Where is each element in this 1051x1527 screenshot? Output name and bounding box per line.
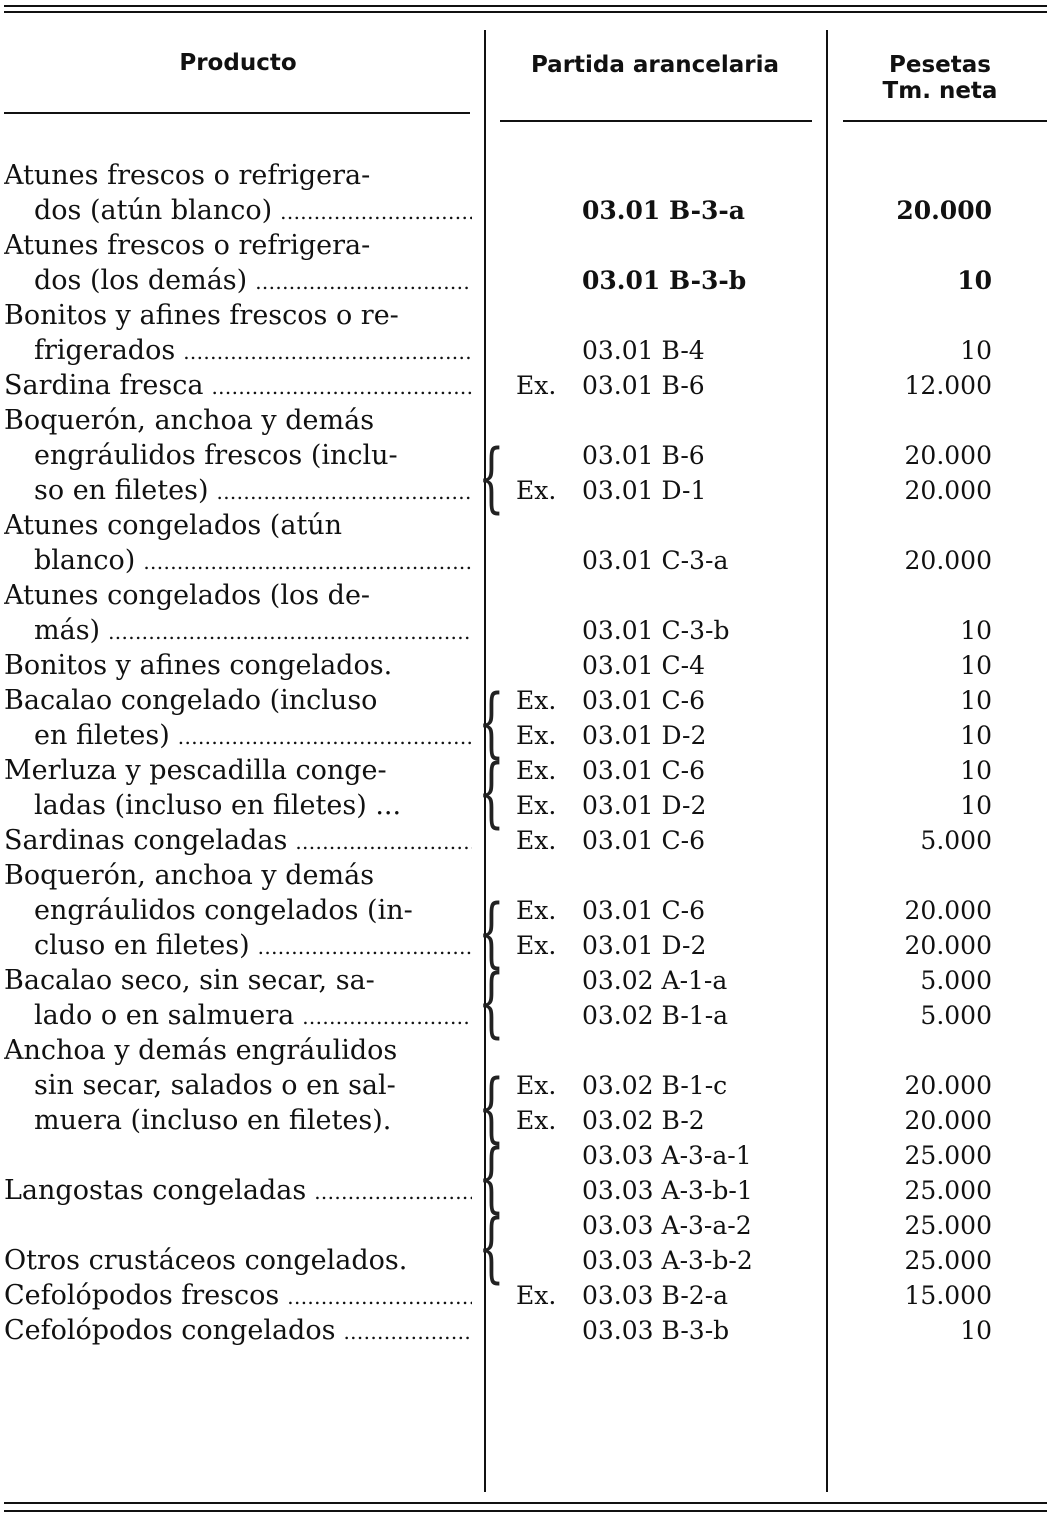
code-line xyxy=(516,1278,806,1313)
product-line xyxy=(4,438,472,473)
code-line xyxy=(516,1138,806,1173)
ex-prefix: Ex. xyxy=(516,371,557,400)
leader-dots xyxy=(295,823,472,860)
peseta-value: 10 xyxy=(960,336,992,365)
product-text: Bacalao congelado (incluso xyxy=(4,685,378,716)
peseta-value: 10 xyxy=(960,721,992,750)
product-line xyxy=(4,963,472,998)
peseta-value: 10 xyxy=(960,791,992,820)
product-line xyxy=(4,998,472,1035)
code-cell xyxy=(516,1208,806,1278)
table-row xyxy=(0,648,1051,683)
value-cell xyxy=(860,368,992,403)
code-line xyxy=(516,473,806,508)
value-cell xyxy=(860,1313,992,1348)
header-pesetas-line2: Tm. neta xyxy=(882,78,998,105)
leader-dots xyxy=(287,1278,472,1315)
leader-dots xyxy=(211,368,472,405)
product-text: blanco) xyxy=(34,545,136,576)
product-cell xyxy=(4,683,472,755)
product-line xyxy=(4,683,472,718)
product-line xyxy=(4,858,472,893)
product-line xyxy=(4,1278,472,1315)
product-line xyxy=(4,1173,472,1210)
brace-icon: { xyxy=(478,1132,505,1221)
tariff-code: 03.01 D-2 xyxy=(582,721,707,750)
value-cell xyxy=(860,543,992,578)
tariff-code: 03.01 D-2 xyxy=(582,791,707,820)
product-line xyxy=(4,543,472,580)
product-cell xyxy=(4,403,472,510)
code-line xyxy=(516,193,806,228)
ex-prefix: Ex. xyxy=(516,721,557,750)
product-cell xyxy=(4,578,472,650)
product-line xyxy=(4,263,472,300)
product-text: más) xyxy=(34,615,101,646)
product-line xyxy=(4,1033,472,1068)
peseta-value: 10 xyxy=(960,686,992,715)
table-row xyxy=(0,508,1051,578)
peseta-value: 20.000 xyxy=(904,1106,992,1135)
code-line xyxy=(516,543,806,578)
leader-dots xyxy=(178,718,472,755)
product-line xyxy=(4,368,472,405)
leader-dots xyxy=(314,1173,472,1210)
product-text: Merluza y pescadilla conge- xyxy=(4,755,387,786)
header-producto: Producto xyxy=(179,50,297,76)
value-cell xyxy=(860,613,992,648)
product-text: Bonitos y afines congelados. xyxy=(4,650,393,681)
peseta-value: 20.000 xyxy=(904,476,992,505)
product-text: en filetes) xyxy=(34,720,170,751)
leader-dots xyxy=(302,998,472,1035)
code-line xyxy=(516,1313,806,1348)
leader-dots xyxy=(217,473,473,510)
product-line xyxy=(4,298,472,333)
brace-icon: { xyxy=(478,677,505,766)
peseta-value: 5.000 xyxy=(920,966,992,995)
code-line xyxy=(516,928,806,963)
table-row xyxy=(0,1132,1051,1221)
brace-icon: { xyxy=(478,1062,505,1151)
product-cell xyxy=(4,963,472,1035)
product-text: engráulidos congelados (in- xyxy=(34,895,413,926)
product-line xyxy=(4,1103,472,1138)
product-text: sin secar, salados o en sal- xyxy=(34,1070,396,1101)
code-cell xyxy=(516,1068,806,1138)
bottom-rule-2 xyxy=(4,1510,1047,1512)
table-row xyxy=(0,403,1051,521)
code-cell xyxy=(516,613,806,648)
product-text: Bonitos y afines frescos o re- xyxy=(4,300,399,331)
ex-prefix: Ex. xyxy=(516,476,557,505)
peseta-value: 25.000 xyxy=(904,1211,992,1240)
tariff-code: 03.01 C-6 xyxy=(582,686,705,715)
product-text: dos (atún blanco) xyxy=(34,195,273,226)
product-line xyxy=(4,1068,472,1103)
code-line xyxy=(516,788,806,823)
leader-dots xyxy=(143,543,472,580)
table-row xyxy=(0,823,1051,858)
code-line xyxy=(516,1103,806,1138)
product-cell xyxy=(4,823,472,860)
product-text: dos (los demás) xyxy=(34,265,248,296)
tariff-code: 03.01 C-3-a xyxy=(582,546,729,575)
tariff-code: 03.01 B-4 xyxy=(582,336,705,365)
code-line xyxy=(516,1208,806,1243)
value-cell xyxy=(860,263,992,298)
code-line xyxy=(516,683,806,718)
peseta-value: 20.000 xyxy=(904,931,992,960)
bottom-rule-1 xyxy=(4,1502,1047,1504)
product-line xyxy=(4,718,472,755)
code-line xyxy=(516,1173,806,1208)
product-text: ladas (incluso en filetes) ... xyxy=(34,790,402,821)
code-line xyxy=(516,368,806,403)
tariff-code: 03.01 C-6 xyxy=(582,756,705,785)
product-cell xyxy=(4,858,472,965)
code-cell xyxy=(516,1278,806,1313)
peseta-value: 20.000 xyxy=(904,441,992,470)
table-row xyxy=(0,1278,1051,1313)
header-underline-producto xyxy=(4,112,470,114)
code-cell xyxy=(516,1138,806,1208)
product-line xyxy=(4,1243,472,1278)
ex-prefix: Ex. xyxy=(516,1281,557,1310)
peseta-value: 12.000 xyxy=(904,371,992,400)
value-cell xyxy=(860,683,992,753)
product-text: Atunes frescos o refrigera- xyxy=(4,230,371,261)
table-row xyxy=(0,228,1051,298)
tariff-code: 03.02 B-2 xyxy=(582,1106,705,1135)
product-text: lado o en salmuera xyxy=(34,1000,295,1031)
code-line xyxy=(516,438,806,473)
value-cell xyxy=(860,823,992,858)
ex-prefix: Ex. xyxy=(516,931,557,960)
product-text: Langostas congeladas xyxy=(4,1175,307,1206)
value-cell xyxy=(860,1068,992,1138)
tariff-code: 03.03 A-3-b-1 xyxy=(582,1176,753,1205)
code-line xyxy=(516,823,806,858)
peseta-value: 25.000 xyxy=(904,1246,992,1275)
code-cell xyxy=(516,648,806,683)
tariff-code: 03.01 C-4 xyxy=(582,651,705,680)
value-cell xyxy=(860,893,992,963)
ex-prefix: Ex. xyxy=(516,756,557,785)
peseta-value: 25.000 xyxy=(904,1176,992,1205)
table-row xyxy=(0,298,1051,368)
value-cell xyxy=(860,753,992,823)
table-row xyxy=(0,677,1051,766)
leader-dots xyxy=(108,613,472,650)
tariff-code: 03.02 A-1-a xyxy=(582,966,728,995)
product-line xyxy=(4,578,472,613)
product-line xyxy=(4,193,472,230)
ex-prefix: Ex. xyxy=(516,791,557,820)
product-line xyxy=(4,1313,472,1350)
product-line xyxy=(4,753,472,788)
peseta-value: 10 xyxy=(960,1316,992,1345)
product-text: Cefolópodos congelados xyxy=(4,1315,336,1346)
tariff-code: 03.02 B-1-a xyxy=(582,1001,729,1030)
code-cell xyxy=(516,963,806,1033)
peseta-value: 20.000 xyxy=(904,896,992,925)
tariff-code: 03.01 C-3-b xyxy=(582,616,730,645)
leader-dots xyxy=(343,1313,472,1350)
tariff-code: 03.01 D-1 xyxy=(582,476,707,505)
code-line xyxy=(516,963,806,998)
value-cell xyxy=(860,648,992,683)
tariff-code: 03.01 B-6 xyxy=(582,371,705,400)
peseta-value: 5.000 xyxy=(920,1001,992,1030)
ex-prefix: Ex. xyxy=(516,826,557,855)
product-line xyxy=(4,228,472,263)
table-row xyxy=(0,158,1051,228)
peseta-value: 10 xyxy=(957,266,992,295)
product-line xyxy=(4,403,472,438)
product-line xyxy=(4,928,472,965)
code-line xyxy=(516,613,806,648)
peseta-value: 25.000 xyxy=(904,1141,992,1170)
product-text: Sardina fresca xyxy=(4,370,204,401)
ex-prefix: Ex. xyxy=(516,686,557,715)
brace-icon: { xyxy=(478,887,505,976)
header-partida: Partida arancelaria xyxy=(530,52,780,78)
product-cell xyxy=(4,1278,472,1315)
product-text: Otros crustáceos congelados. xyxy=(4,1245,408,1276)
code-line xyxy=(516,648,806,683)
leader-dots xyxy=(280,193,472,230)
code-cell xyxy=(516,263,806,298)
product-cell xyxy=(4,1033,472,1138)
brace-icon: { xyxy=(478,747,505,836)
product-text: Boquerón, anchoa y demás xyxy=(4,405,375,436)
value-cell xyxy=(860,333,992,368)
product-text: Sardinas congeladas xyxy=(4,825,288,856)
product-text: Atunes congelados (atún xyxy=(4,510,343,541)
leader-dots xyxy=(183,333,472,370)
tariff-code: 03.01 B-6 xyxy=(582,441,705,470)
brace-icon: { xyxy=(478,432,505,521)
peseta-value: 10 xyxy=(960,756,992,785)
tariff-code: 03.01 B-3-a xyxy=(582,196,745,225)
ex-prefix: Ex. xyxy=(516,1106,557,1135)
tariff-code: 03.01 C-6 xyxy=(582,826,705,855)
product-cell xyxy=(4,648,472,683)
code-line xyxy=(516,718,806,753)
peseta-value: 15.000 xyxy=(904,1281,992,1310)
brace-icon: { xyxy=(478,957,505,1046)
tariff-code: 03.01 C-6 xyxy=(582,896,705,925)
peseta-value: 20.000 xyxy=(904,1071,992,1100)
product-text: frigerados xyxy=(34,335,176,366)
table-row xyxy=(0,858,1051,976)
header-underline-pesetas xyxy=(843,120,1047,122)
code-line xyxy=(516,893,806,928)
product-cell xyxy=(4,1173,472,1210)
header-pesetas-line1: Pesetas xyxy=(889,52,991,78)
product-line xyxy=(4,893,472,928)
code-line xyxy=(516,263,806,298)
tariff-code: 03.01 D-2 xyxy=(582,931,707,960)
product-cell xyxy=(4,1313,472,1350)
code-cell xyxy=(516,893,806,963)
code-cell xyxy=(516,1313,806,1348)
table-row xyxy=(0,578,1051,648)
peseta-value: 20.000 xyxy=(896,196,992,225)
ex-prefix: Ex. xyxy=(516,896,557,925)
product-text: so en filetes) xyxy=(34,475,209,506)
product-text: Anchoa y demás engráulidos xyxy=(4,1035,398,1066)
product-text: Atunes frescos o refrigera- xyxy=(4,160,371,191)
code-line xyxy=(516,333,806,368)
product-text: cluso en filetes) xyxy=(34,930,250,961)
table-row xyxy=(0,957,1051,1046)
code-cell xyxy=(516,333,806,368)
code-cell xyxy=(516,368,806,403)
product-line xyxy=(4,473,472,510)
product-text: Boquerón, anchoa y demás xyxy=(4,860,375,891)
value-cell xyxy=(860,1138,992,1208)
tariff-code: 03.03 A-3-a-2 xyxy=(582,1211,752,1240)
value-cell xyxy=(860,438,992,508)
table-row xyxy=(0,747,1051,836)
code-line xyxy=(516,1243,806,1278)
code-cell xyxy=(516,823,806,858)
product-cell xyxy=(4,508,472,580)
value-cell xyxy=(860,1208,992,1278)
header-underline-partida xyxy=(500,120,812,122)
product-line xyxy=(4,613,472,650)
code-cell xyxy=(516,438,806,508)
table-row xyxy=(0,1202,1051,1291)
table-row xyxy=(0,1313,1051,1348)
product-line xyxy=(4,508,472,543)
ex-prefix: Ex. xyxy=(516,1071,557,1100)
tariff-code: 03.03 A-3-b-2 xyxy=(582,1246,753,1275)
top-rule-2 xyxy=(4,11,1047,13)
product-text: Atunes congelados (los de- xyxy=(4,580,371,611)
product-text: muera (incluso en filetes). xyxy=(34,1105,392,1136)
table-row xyxy=(0,368,1051,403)
tariff-code: 03.03 A-3-a-1 xyxy=(582,1141,752,1170)
value-cell xyxy=(860,1278,992,1313)
peseta-value: 10 xyxy=(960,616,992,645)
leader-dots xyxy=(258,928,472,965)
product-line xyxy=(4,333,472,370)
header-pesetas xyxy=(845,52,1035,105)
tariff-code: 03.01 B-3-b xyxy=(582,266,747,295)
product-cell xyxy=(4,753,472,823)
product-line xyxy=(4,158,472,193)
product-text: Bacalao seco, sin secar, sa- xyxy=(4,965,375,996)
code-cell xyxy=(516,753,806,823)
value-cell xyxy=(860,963,992,1033)
top-rule-1 xyxy=(4,5,1047,7)
product-cell xyxy=(4,228,472,300)
code-cell xyxy=(516,683,806,753)
leader-dots xyxy=(255,263,472,300)
product-cell xyxy=(4,158,472,230)
product-cell xyxy=(4,368,472,405)
code-line xyxy=(516,753,806,788)
product-text: engráulidos frescos (inclu- xyxy=(34,440,398,471)
tariff-code: 03.02 B-1-c xyxy=(582,1071,728,1100)
product-text: Cefolópodos frescos xyxy=(4,1280,280,1311)
code-line xyxy=(516,998,806,1033)
value-cell xyxy=(860,193,992,228)
code-cell xyxy=(516,543,806,578)
table-row xyxy=(0,1033,1051,1151)
code-line xyxy=(516,1068,806,1103)
tariff-code: 03.03 B-2-a xyxy=(582,1281,729,1310)
peseta-value: 10 xyxy=(960,651,992,680)
brace-icon: { xyxy=(478,1202,505,1291)
peseta-value: 20.000 xyxy=(904,546,992,575)
product-line xyxy=(4,788,472,823)
product-cell xyxy=(4,298,472,370)
product-cell xyxy=(4,1243,472,1278)
peseta-value: 5.000 xyxy=(920,826,992,855)
tariff-code: 03.03 B-3-b xyxy=(582,1316,730,1345)
product-line xyxy=(4,823,472,860)
product-line xyxy=(4,648,472,683)
code-cell xyxy=(516,193,806,228)
